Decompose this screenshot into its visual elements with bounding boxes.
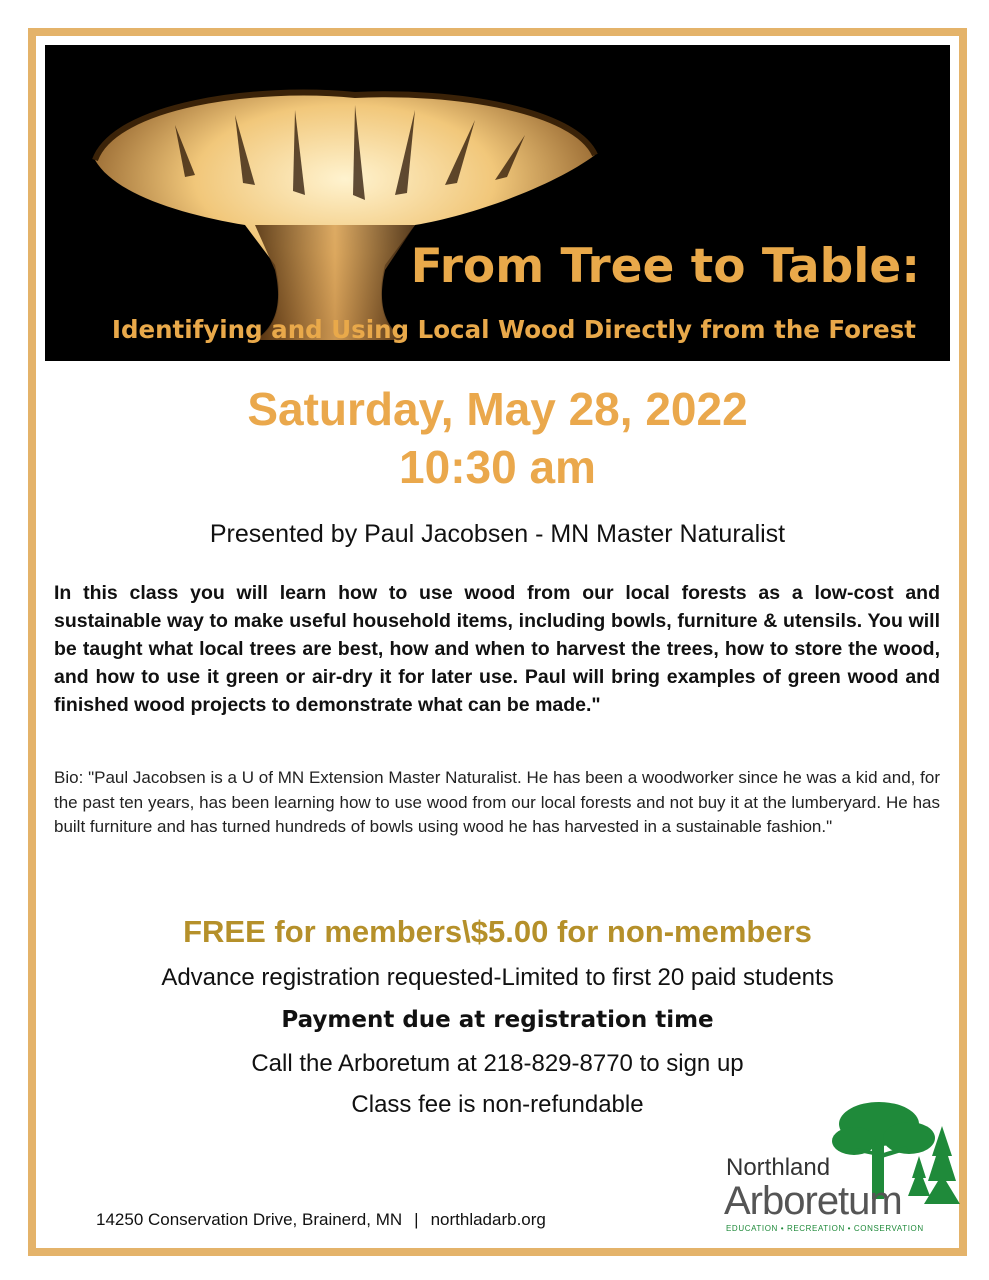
flyer-frame [28,28,967,1256]
advance-registration-note: Advance registration requested-Limited to first 20 paid students [161,964,834,991]
refund-policy: Class fee is non-refundable [351,1091,644,1118]
payment-note: Payment due at registration time [281,1007,714,1033]
logo-text-northland: Northland [726,1154,831,1181]
footer-website: northladarb.org [430,1210,546,1229]
event-time: 10:30 am [399,441,596,493]
logo-text-arboretum: Arboretum [724,1179,902,1223]
signup-phone-note: Call the Arboretum at 218-829-8770 to sign up [251,1050,744,1077]
class-description: In this class you will learn how to use wood from our local forests as a low-cost and sustainable way to make useful household items, including bowls, furniture & utensils. You will be taught what local trees are best, how and when to harvest the trees, how to store the wood, and how to use it green or air-dry it for later use. Paul will bring examples of green wood and finished wood projects to demonstrate what can be made." [54,582,940,716]
footer-address: 14250 Conservation Drive, Brainerd, MN [96,1210,403,1229]
header-banner [45,45,950,361]
logo-tagline: EDUCATION • RECREATION • CONSERVATION [726,1224,924,1233]
event-subtitle: Identifying and Using Local Wood Directly from the Forest [111,315,916,344]
footer-contact [96,1210,546,1230]
event-date: Saturday, May 28, 2022 [247,383,748,435]
presenter-line: Presented by Paul Jacobsen - MN Master Naturalist [209,520,786,548]
event-title: From Tree to Table: [410,239,920,294]
presenter-bio: Bio: "Paul Jacobsen is a U of MN Extension Master Naturalist. He has been a woodworker since he was a kid and, for the past ten years, has been learning how to use wood from our local forests and not buy it at the lumberyard. He has built furniture and has turned hundreds of bowls using wood he has harvested in a sustainable fashion." [54,768,940,836]
price-info: FREE for members\$5.00 for non-members [183,914,812,949]
footer-separator: | [414,1210,419,1229]
